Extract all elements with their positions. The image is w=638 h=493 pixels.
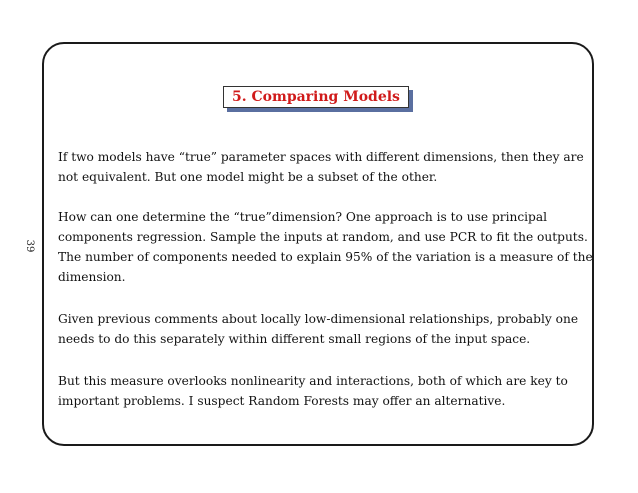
paragraph-line: not equivalent. But one model might be a subset of the other. [58,170,438,184]
paragraph-line: Given previous comments about locally low-dimensional relationships, probably one [58,312,579,326]
paragraph-3 [58,309,586,349]
paragraph-line: How can one determine the “true”dimension? One approach is to use principal [58,210,548,224]
paragraph-line: dimension. [58,270,126,284]
page-number: 39 [24,239,35,253]
paragraph-4 [58,371,586,411]
paragraph-line: components regression. Sample the inputs at random, and use PCR to fit the outputs. [58,230,588,244]
slide-title-container [223,86,409,108]
slide-title: 5. Comparing Models [223,86,409,108]
paragraph-line: But this measure overlooks nonlinearity and interactions, both of which are key to [58,374,568,388]
paragraph-2 [58,207,593,287]
paragraph-line: The number of components needed to explain 95% of the variation is a measure of the [58,250,593,264]
paragraph-1 [58,147,586,187]
paragraph-line: needs to do this separately within different small regions of the input space. [58,332,531,346]
paragraph-line: important problems. I suspect Random Forests may offer an alternative. [58,394,506,408]
paragraph-line: If two models have “true” parameter spaces with different dimensions, then they are [58,150,584,164]
